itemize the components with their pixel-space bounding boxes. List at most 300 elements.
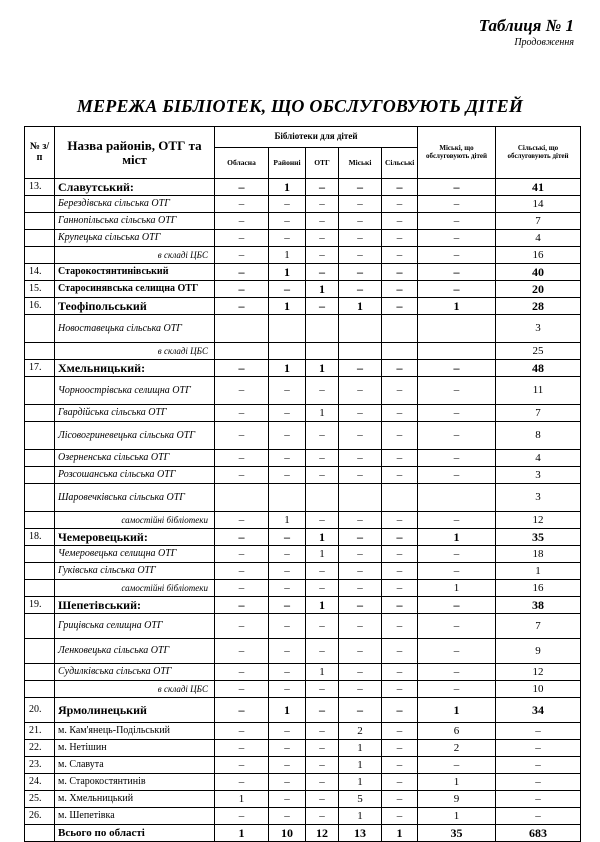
cell-value: – [306,698,339,723]
row-name: Чемеровецька селищна ОТГ [55,546,215,563]
table-row [25,740,581,757]
cell-value: – [418,230,496,247]
row-name: м. Кам'янець-Подільський [55,723,215,740]
table-row [25,614,581,639]
row-name: Новоставецька сільська ОТГ [55,315,215,343]
cell-value: – [215,614,269,639]
cell-value: 9 [418,791,496,808]
cell-value: – [418,422,496,450]
cell-value: – [339,664,382,681]
cell-value: – [382,360,418,377]
cell-value: 12 [306,825,339,842]
cell-value: – [306,422,339,450]
cell-value: – [269,639,306,664]
cell-value: 16 [496,580,581,597]
col-header-rural: Сільські, що обслуговують дітей [496,127,581,179]
cell-value: 10 [496,681,581,698]
cell-value: – [306,757,339,774]
row-number [25,467,55,484]
cell-value: – [418,546,496,563]
row-number [25,563,55,580]
row-number: 16. [25,298,55,315]
row-name: Шепетівський: [55,597,215,614]
cell-value: 7 [496,614,581,639]
cell-value: – [382,580,418,597]
cell-value: 7 [496,213,581,230]
cell-value: 1 [306,597,339,614]
row-number: 23. [25,757,55,774]
cell-value: – [339,681,382,698]
cell-value: 1 [269,298,306,315]
cell-value [306,484,339,512]
cell-value: – [339,360,382,377]
cell-value: – [339,512,382,529]
cell-value: 14 [496,196,581,213]
col-header-oblast: Обласна [215,148,269,179]
row-number [25,681,55,698]
cell-value: 1 [418,529,496,546]
col-header-name: Назва районів, ОТГ та міст [55,127,215,179]
cell-value: – [215,213,269,230]
cell-value: 28 [496,298,581,315]
cell-value: – [339,563,382,580]
cell-value [339,484,382,512]
cell-value: – [269,196,306,213]
cell-value [418,484,496,512]
cell-value: 1 [418,298,496,315]
cell-value: 1 [269,512,306,529]
cell-value: 1 [269,179,306,196]
col-header-group: Бібліотеки для дітей [215,127,418,148]
cell-value: – [215,247,269,264]
cell-value: – [418,664,496,681]
cell-value: – [418,467,496,484]
cell-value: – [269,723,306,740]
cell-value: – [215,298,269,315]
cell-value: – [418,179,496,196]
cell-value [418,315,496,343]
cell-value: – [418,264,496,281]
cell-value: 3 [496,315,581,343]
cell-value: – [382,774,418,791]
cell-value: – [496,791,581,808]
cell-value: – [306,230,339,247]
cell-value: – [382,405,418,422]
cell-value: – [382,597,418,614]
cell-value: 1 [306,529,339,546]
cell-value: – [382,757,418,774]
cell-value: – [269,450,306,467]
cell-value: 1 [418,808,496,825]
cell-value: – [339,264,382,281]
cell-value: – [339,614,382,639]
cell-value: – [382,298,418,315]
cell-value: – [418,757,496,774]
col-header-otg: ОТГ [306,148,339,179]
cell-value: – [418,196,496,213]
cell-value: – [269,664,306,681]
cell-value: – [382,698,418,723]
cell-value: – [382,791,418,808]
cell-value: 683 [496,825,581,842]
cell-value: – [269,808,306,825]
row-number: 20. [25,698,55,723]
cell-value [382,315,418,343]
table-row [25,664,581,681]
cell-value: 40 [496,264,581,281]
cell-value: – [418,639,496,664]
cell-value: – [382,196,418,213]
cell-value: – [215,774,269,791]
cell-value: – [418,247,496,264]
row-number [25,546,55,563]
cell-value: – [418,377,496,405]
table-row [25,360,581,377]
cell-value: – [306,264,339,281]
cell-value: – [339,422,382,450]
cell-value: – [418,213,496,230]
cell-value: – [306,563,339,580]
cell-value: – [382,740,418,757]
cell-value: – [339,179,382,196]
table-row [25,484,581,512]
table-row [25,698,581,723]
cell-value: – [306,377,339,405]
row-name: Чорноострівська селищна ОТГ [55,377,215,405]
cell-value: – [382,512,418,529]
table-row [25,529,581,546]
cell-value: – [269,740,306,757]
cell-value: 5 [339,791,382,808]
table-row [25,422,581,450]
cell-value: 1 [215,791,269,808]
cell-value: – [269,422,306,450]
cell-value: 1 [339,808,382,825]
cell-value: 38 [496,597,581,614]
cell-value: 1 [418,698,496,723]
continuation-note: Продовження [514,37,574,48]
row-name: Озерненська сільська ОТГ [55,450,215,467]
row-name: в складі ЦБС [55,247,215,264]
cell-value: – [418,563,496,580]
cell-value: 1 [269,247,306,264]
cell-value: 1 [306,664,339,681]
cell-value: 1 [269,698,306,723]
cell-value: – [382,422,418,450]
col-header-village: Сільські [382,148,418,179]
row-name: Шаровечківська сільська ОТГ [55,484,215,512]
cell-value [269,484,306,512]
cell-value: 7 [496,405,581,422]
cell-value: 8 [496,422,581,450]
row-number [25,230,55,247]
cell-value: – [339,377,382,405]
row-number [25,512,55,529]
table-row [25,213,581,230]
table-row [25,179,581,196]
cell-value: – [215,196,269,213]
cell-value: 1 [306,360,339,377]
cell-value: – [215,757,269,774]
col-header-num: № з/п [25,127,55,179]
table-row [25,467,581,484]
table-number: Таблиця № 1 [478,16,574,35]
cell-value: – [418,360,496,377]
cell-value: – [339,405,382,422]
row-number [25,450,55,467]
row-name: Лісовогриневецька сільська ОТГ [55,422,215,450]
cell-value: – [382,681,418,698]
cell-value: 1 [339,740,382,757]
cell-value [215,484,269,512]
cell-value: – [215,580,269,597]
cell-value: – [382,264,418,281]
row-number: 15. [25,281,55,298]
cell-value: – [418,405,496,422]
row-number [25,196,55,213]
cell-value: – [339,597,382,614]
cell-value: – [306,681,339,698]
cell-value: – [215,639,269,664]
cell-value: – [339,639,382,664]
row-name: самостійні бібліотеки [55,580,215,597]
cell-value: – [339,196,382,213]
cell-value: 41 [496,179,581,196]
cell-value: – [339,247,382,264]
cell-value: 1 [306,546,339,563]
table-row [25,791,581,808]
cell-value: – [382,230,418,247]
table-row [25,377,581,405]
row-number [25,213,55,230]
cell-value: – [215,723,269,740]
cell-value: 9 [496,639,581,664]
table-row [25,343,581,360]
cell-value: – [215,360,269,377]
cell-value: – [215,698,269,723]
cell-value: 35 [496,529,581,546]
row-number [25,825,55,842]
row-number: 19. [25,597,55,614]
cell-value: – [306,213,339,230]
row-number: 26. [25,808,55,825]
row-name: м. Хмельницький [55,791,215,808]
cell-value [382,484,418,512]
row-name: Крупецька сільська ОТГ [55,230,215,247]
cell-value [339,343,382,360]
cell-value: – [418,281,496,298]
row-name: Теофіпольський [55,298,215,315]
row-name: самостійні бібліотеки [55,512,215,529]
table-row [25,757,581,774]
cell-value: 4 [496,230,581,247]
table-row [25,580,581,597]
cell-value: – [269,681,306,698]
cell-value: – [306,179,339,196]
cell-value: 11 [496,377,581,405]
cell-value: – [269,791,306,808]
cell-value: – [382,639,418,664]
cell-value: – [215,179,269,196]
cell-value: 35 [418,825,496,842]
row-number: 22. [25,740,55,757]
row-name: м. Шепетівка [55,808,215,825]
table-row [25,546,581,563]
row-number: 21. [25,723,55,740]
cell-value: – [215,230,269,247]
col-header-city: Міські [339,148,382,179]
cell-value: – [382,614,418,639]
cell-value: – [339,546,382,563]
cell-value: – [496,740,581,757]
cell-value [215,343,269,360]
cell-value: – [382,281,418,298]
row-number: 17. [25,360,55,377]
row-number [25,580,55,597]
cell-value: – [339,580,382,597]
col-header-urban: Міські, що обслуговують дітей [418,127,496,179]
cell-value: – [269,757,306,774]
cell-value: – [382,664,418,681]
cell-value: – [306,774,339,791]
cell-value: 10 [269,825,306,842]
row-name: Славутський: [55,179,215,196]
cell-value: – [306,450,339,467]
cell-value [306,315,339,343]
cell-value: – [382,213,418,230]
row-number: 18. [25,529,55,546]
table-row [25,825,581,842]
table-row [25,639,581,664]
row-number [25,405,55,422]
table-row [25,230,581,247]
table-row [25,405,581,422]
cell-value: – [215,377,269,405]
libraries-table [24,126,581,842]
cell-value: 1 [306,281,339,298]
cell-value: – [306,467,339,484]
row-name: Берездівська сільська ОТГ [55,196,215,213]
cell-value: 48 [496,360,581,377]
cell-value: – [269,597,306,614]
cell-value: – [496,723,581,740]
cell-value: – [215,808,269,825]
cell-value: – [215,546,269,563]
table-row [25,450,581,467]
cell-value: – [382,377,418,405]
cell-value: – [306,808,339,825]
row-name: Судилківська сільська ОТГ [55,664,215,681]
cell-value: – [418,597,496,614]
cell-value: – [269,546,306,563]
cell-value: – [269,529,306,546]
cell-value: – [496,774,581,791]
cell-value: – [382,808,418,825]
cell-value: – [382,563,418,580]
table-row [25,774,581,791]
cell-value: – [339,281,382,298]
cell-value: 2 [339,723,382,740]
row-number: 14. [25,264,55,281]
table-row [25,808,581,825]
row-number [25,377,55,405]
cell-value: – [215,467,269,484]
row-number [25,315,55,343]
row-name: в складі ЦБС [55,343,215,360]
cell-value: – [382,450,418,467]
table-row [25,597,581,614]
table-row [25,264,581,281]
cell-value: 1 [339,298,382,315]
cell-value: – [496,808,581,825]
cell-value [382,343,418,360]
table-row [25,563,581,580]
row-name: Гвардійська сільська ОТГ [55,405,215,422]
cell-value: 20 [496,281,581,298]
cell-value: – [306,614,339,639]
cell-value: – [269,467,306,484]
cell-value: – [269,580,306,597]
row-number [25,247,55,264]
cell-value: 1 [269,360,306,377]
row-name: в складі ЦБС [55,681,215,698]
cell-value: – [306,298,339,315]
cell-value: – [215,740,269,757]
cell-value: – [269,230,306,247]
cell-value: – [269,405,306,422]
cell-value: 1 [306,405,339,422]
row-name: Грицівська селищна ОТГ [55,614,215,639]
cell-value: 1 [339,774,382,791]
table-row [25,512,581,529]
row-number: 24. [25,774,55,791]
cell-value: 13 [339,825,382,842]
cell-value: – [382,247,418,264]
cell-value: 1 [496,563,581,580]
row-name: м. Нетішин [55,740,215,757]
cell-value: 1 [382,825,418,842]
row-number [25,639,55,664]
row-number [25,343,55,360]
cell-value: – [496,757,581,774]
page-title: МЕРЕЖА БІБЛІОТЕК, ЩО ОБСЛУГОВУЮТЬ ДІТЕЙ [76,96,524,116]
cell-value: 1 [339,757,382,774]
cell-value: 1 [215,825,269,842]
cell-value: 12 [496,664,581,681]
row-name: Чемеровецький: [55,529,215,546]
cell-value: – [382,179,418,196]
row-name: Ганнопільська сільська ОТГ [55,213,215,230]
cell-value: – [382,467,418,484]
cell-value: – [339,698,382,723]
table-row [25,723,581,740]
cell-value: 12 [496,512,581,529]
cell-value: 16 [496,247,581,264]
cell-value: – [306,740,339,757]
cell-value: – [339,467,382,484]
table-row [25,196,581,213]
table-row [25,247,581,264]
row-name: Гуківська сільська ОТГ [55,563,215,580]
cell-value [269,315,306,343]
cell-value: – [215,281,269,298]
cell-value: – [215,422,269,450]
cell-value: – [306,723,339,740]
row-name: Розсошанська сільська ОТГ [55,467,215,484]
row-name: Всього по області [55,825,215,842]
cell-value: – [215,563,269,580]
cell-value: – [339,213,382,230]
